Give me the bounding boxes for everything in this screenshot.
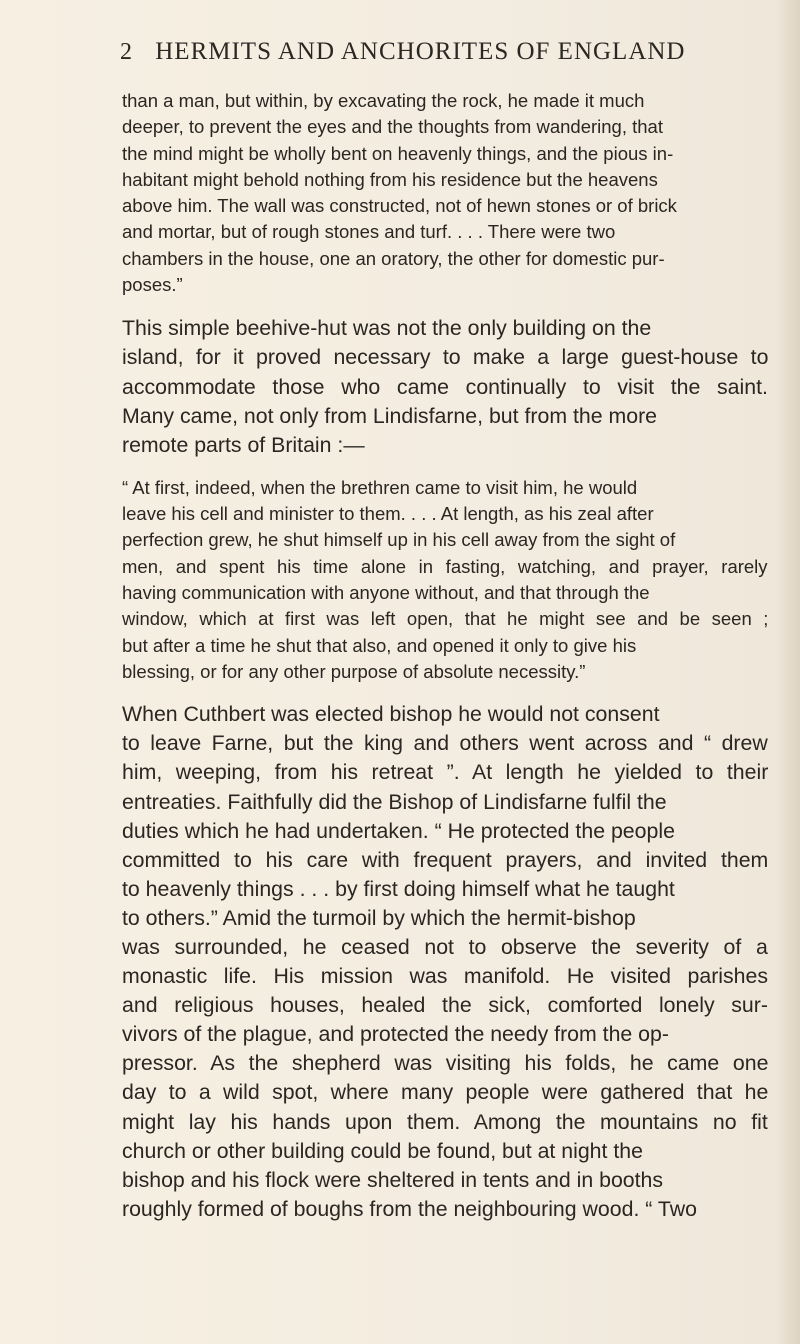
text-line: accommodate those who came continually to visit the saint. bbox=[122, 374, 768, 399]
text-line: to leave Farne, but the king and others went across and “ drew bbox=[122, 731, 768, 756]
text-line: Many came, not only from Lindisfarne, but from the more bbox=[122, 403, 658, 428]
text-line: to heavenly things . . . by first doing himself what he taught bbox=[122, 876, 675, 901]
text-line: and mortar, but of rough stones and turf. . . . There were two bbox=[122, 221, 616, 243]
text-line: blessing, or for any other purpose of absolute necessity.” bbox=[122, 660, 586, 682]
text-line: having communication with anyone without, and that through the bbox=[122, 582, 650, 604]
text-line: bishop and his flock were sheltered in tents and in booths bbox=[122, 1167, 664, 1192]
text-line: might lay his hands upon them. Among the mountains no fit bbox=[122, 1109, 768, 1134]
text-line: men, and spent his time alone in fasting, watching, and prayer, rarely bbox=[122, 555, 768, 577]
block-quote bbox=[122, 475, 768, 685]
text-line: island, for it proved necessary to make a large guest-house to bbox=[122, 345, 769, 370]
text-line: pressor. As the shepherd was visiting his folds, he came one bbox=[122, 1051, 769, 1076]
text-line: window, which at first was left open, that he might see and be seen ; bbox=[122, 608, 769, 630]
text-line: church or other building could be found, but at night the bbox=[122, 1138, 643, 1163]
text-line: chambers in the house, one an oratory, the other for domestic pur- bbox=[122, 247, 665, 269]
text-line: to others.” Amid the turmoil by which the hermit-bishop bbox=[122, 905, 636, 930]
text-line: above him. The wall was constructed, not of hewn stones or of brick bbox=[122, 195, 677, 217]
text-line: remote parts of Britain :— bbox=[122, 432, 365, 457]
text-line: This simple beehive-hut was not the only building on the bbox=[122, 316, 652, 341]
text-line: duties which he had undertaken. “ He protected the people bbox=[122, 818, 675, 843]
text-line: roughly formed of boughs from the neighbouring wood. “ Two bbox=[122, 1196, 697, 1221]
text-line: poses.” bbox=[122, 274, 183, 296]
block-quote bbox=[122, 88, 768, 298]
text-line: deeper, to prevent the eyes and the thoughts from wandering, that bbox=[122, 116, 663, 138]
text-line: entreaties. Faithfully did the Bishop of Lindisfarne fulfil the bbox=[122, 789, 667, 814]
text-line: vivors of the plague, and protected the needy from the op- bbox=[122, 1022, 669, 1047]
text-line: the mind might be wholly bent on heavenly things, and the pious in- bbox=[122, 142, 674, 164]
page-number: 2 bbox=[120, 39, 133, 65]
text-line: committed to his care with frequent prayers, and invited them bbox=[122, 847, 769, 872]
running-title: HERMITS AND ANCHORITES OF ENGLAND bbox=[155, 38, 686, 65]
text-line: than a man, but within, by excavating the rock, he made it much bbox=[122, 90, 645, 111]
running-header bbox=[120, 38, 760, 66]
text-line: When Cuthbert was elected bishop he would not consent bbox=[122, 702, 660, 727]
text-line: perfection grew, he shut himself up in his cell away from the sight of bbox=[122, 529, 676, 551]
text-line: leave his cell and minister to them. . . . At length, as his zeal after bbox=[122, 503, 654, 525]
text-line: habitant might behold nothing from his residence but the heavens bbox=[122, 168, 658, 190]
text-line: him, weeping, from his retreat ”. At length he yielded to their bbox=[122, 760, 769, 785]
text-line: monastic life. His mission was manifold. He visited parishes bbox=[122, 964, 769, 989]
body-paragraph bbox=[122, 700, 768, 1224]
body-text bbox=[122, 88, 768, 1224]
text-line: and religious houses, healed the sick, comforted lonely sur- bbox=[122, 993, 768, 1018]
text-line: day to a wild spot, where many people were gathered that he bbox=[122, 1080, 769, 1105]
body-paragraph bbox=[122, 314, 768, 459]
text-line: “ At first, indeed, when the brethren came to visit him, he would bbox=[122, 476, 638, 498]
text-line: was surrounded, he ceased not to observe the severity of a bbox=[122, 934, 768, 959]
text-line: but after a time he shut that also, and opened it only to give his bbox=[122, 634, 637, 656]
